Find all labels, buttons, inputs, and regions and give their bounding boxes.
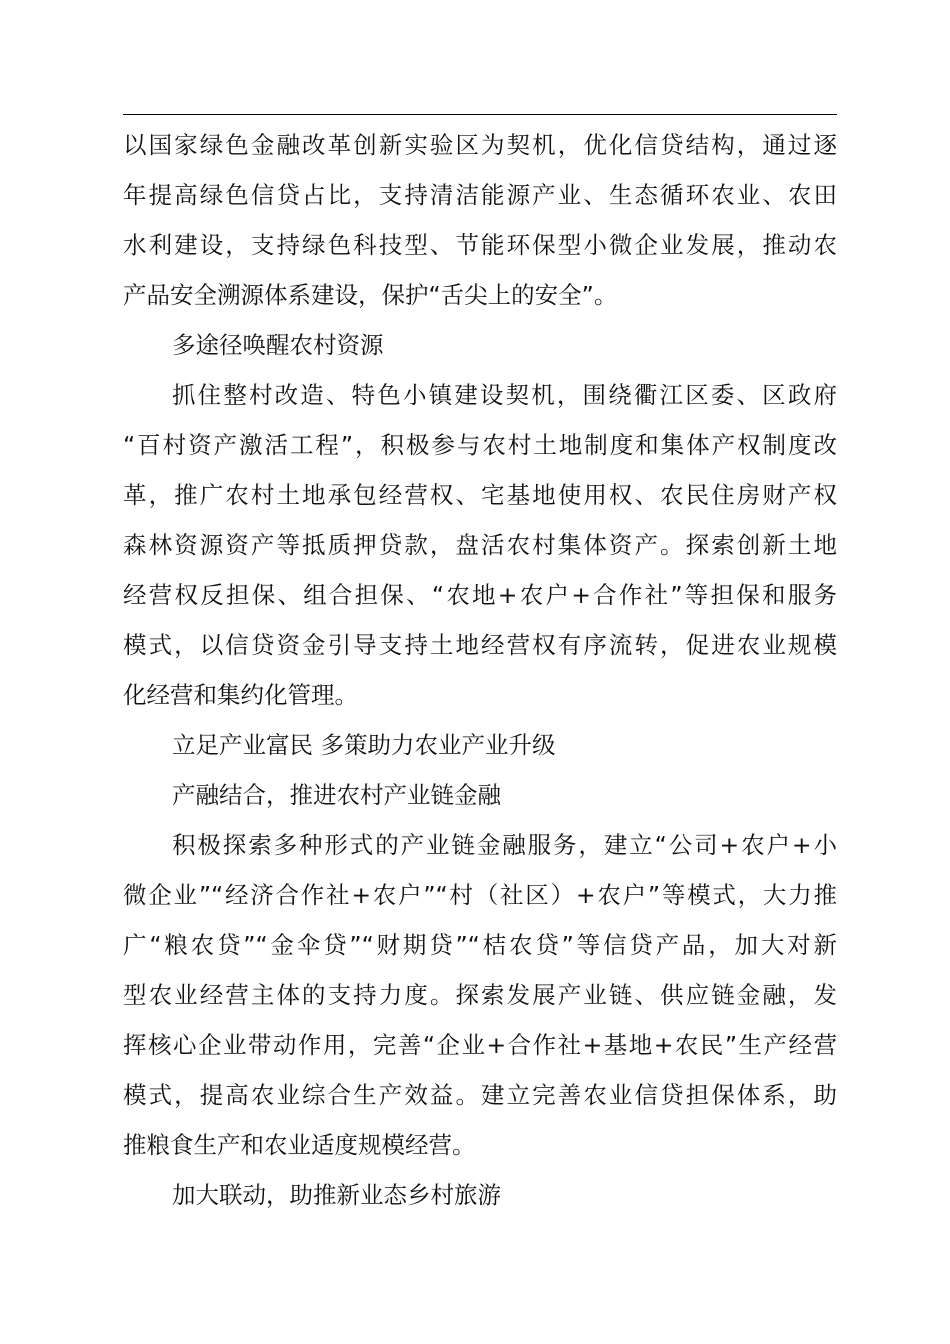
body-line: “百村资产激活工程”，积极参与农村土地制度和集体产权制度改 <box>123 431 837 459</box>
body-line: 以国家绿色金融改革创新实验区为契机，优化信贷结构，通过逐 <box>123 131 837 159</box>
body-line: 模式，提高农业综合生产效益。建立完善农业信贷担保体系，助 <box>123 1081 837 1109</box>
section-heading: 立足产业富民 多策助力农业产业升级 <box>172 731 556 759</box>
body-line: 年提高绿色信贷占比，支持清洁能源产业、生态循环农业、农田 <box>123 181 837 209</box>
body-line: 革，推广农村土地承包经营权、宅基地使用权、农民住房财产权 <box>123 481 837 509</box>
body-line: 推粮食生产和农业适度规模经营。 <box>123 1131 476 1159</box>
section-heading: 加大联动，助推新业态乡村旅游 <box>172 1181 501 1209</box>
body-line: 化经营和集约化管理。 <box>123 681 358 709</box>
body-line: 产品安全溯源体系建设，保护“舌尖上的安全”。 <box>123 281 618 309</box>
body-line: 挥核心企业带动作用，完善“企业+合作社+基地+农民”生产经营 <box>123 1031 837 1059</box>
body-line: 经营权反担保、组合担保、“农地+农户+合作社”等担保和服务 <box>123 581 837 609</box>
body-line: 积极探索多种形式的产业链金融服务，建立“公司+农户+小 <box>172 831 837 859</box>
body-line: 水利建设，支持绿色科技型、节能环保型小微企业发展，推动农 <box>123 231 837 259</box>
body-line: 森林资源资产等抵质押贷款，盘活农村集体资产。探索创新土地 <box>123 531 837 559</box>
body-line: 模式，以信贷资金引导支持土地经营权有序流转，促进农业规模 <box>123 631 837 659</box>
section-heading: 产融结合，推进农村产业链金融 <box>172 781 501 809</box>
body-line: 型农业经营主体的支持力度。探索发展产业链、供应链金融，发 <box>123 981 837 1009</box>
body-line: 广“粮农贷”“金伞贷”“财期贷”“桔农贷”等信贷产品，加大对新 <box>123 931 837 959</box>
section-heading: 多途径唤醒农村资源 <box>172 331 384 359</box>
body-line: 抓住整村改造、特色小镇建设契机，围绕衢江区委、区政府 <box>172 381 837 409</box>
header-rule <box>123 114 837 115</box>
body-line: 微企业”“经济合作社+农户”“村（社区）+农户”等模式，大力推 <box>123 881 837 909</box>
